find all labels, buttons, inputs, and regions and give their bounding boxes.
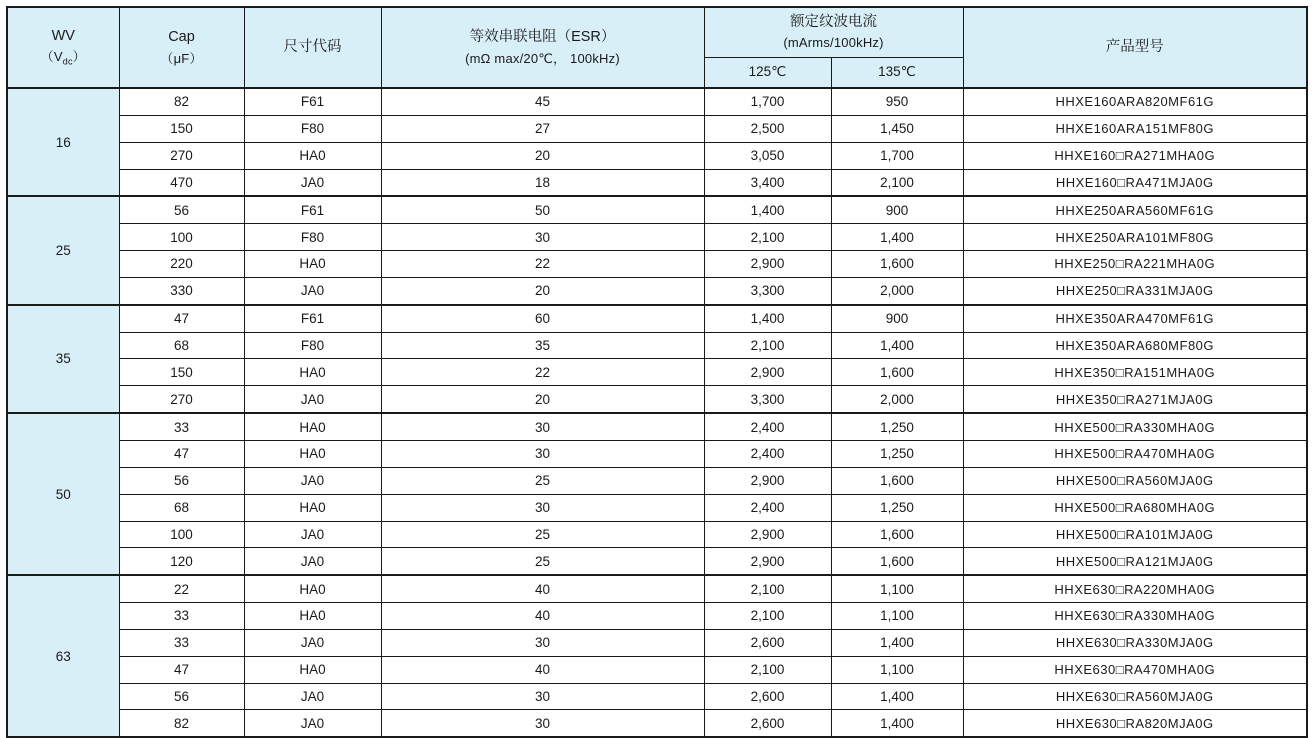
wv-group-cell: 35 bbox=[7, 305, 119, 413]
ripple-125-cell: 3,050 bbox=[704, 142, 831, 169]
table-row bbox=[7, 413, 1307, 440]
ripple-125-cell: 2,400 bbox=[704, 440, 831, 467]
ripple-135-cell: 1,400 bbox=[831, 710, 963, 737]
esr-cell: 30 bbox=[381, 440, 704, 467]
ripple-125-cell: 2,600 bbox=[704, 710, 831, 737]
size-code-cell: F61 bbox=[244, 88, 381, 115]
ripple-135-cell: 1,250 bbox=[831, 413, 963, 440]
ripple-125-cell: 2,900 bbox=[704, 548, 831, 575]
esr-cell: 30 bbox=[381, 413, 704, 440]
ripple-135-cell: 2,000 bbox=[831, 277, 963, 304]
ripple-135-cell: 1,400 bbox=[831, 629, 963, 656]
part-number-cell: HHXE500□RA470MHA0G bbox=[963, 440, 1307, 467]
table-row bbox=[7, 467, 1307, 494]
table-row bbox=[7, 169, 1307, 196]
ripple-125-cell: 2,100 bbox=[704, 656, 831, 683]
wv-group-cell: 16 bbox=[7, 88, 119, 196]
esr-label-line1: 等效串联电阻（ESR） bbox=[469, 28, 616, 45]
size-code-cell: HA0 bbox=[244, 359, 381, 386]
size-code-cell: HA0 bbox=[244, 603, 381, 630]
table-row bbox=[7, 196, 1307, 223]
wv-group-cell: 25 bbox=[7, 196, 119, 304]
size-code-cell: F80 bbox=[244, 224, 381, 251]
esr-cell: 22 bbox=[381, 359, 704, 386]
size-code-cell: HA0 bbox=[244, 142, 381, 169]
cap-cell: 47 bbox=[119, 440, 244, 467]
cap-cell: 470 bbox=[119, 169, 244, 196]
part-number-cell: HHXE350□RA151MHA0G bbox=[963, 359, 1307, 386]
esr-cell: 60 bbox=[381, 305, 704, 332]
ripple-125-cell: 2,900 bbox=[704, 521, 831, 548]
cap-cell: 100 bbox=[119, 521, 244, 548]
ripple-125-cell: 2,100 bbox=[704, 332, 831, 359]
size-code-cell: JA0 bbox=[244, 386, 381, 413]
col-header-125c: 125℃ bbox=[704, 57, 831, 88]
esr-cell: 25 bbox=[381, 548, 704, 575]
cap-cell: 220 bbox=[119, 251, 244, 278]
part-number-cell: HHXE500□RA680MHA0G bbox=[963, 494, 1307, 521]
cap-cell: 120 bbox=[119, 548, 244, 575]
ripple-125-cell: 2,900 bbox=[704, 251, 831, 278]
part-number-cell: HHXE630□RA330MHA0G bbox=[963, 603, 1307, 630]
part-number-cell: HHXE250ARA101MF80G bbox=[963, 224, 1307, 251]
size-code-cell: HA0 bbox=[244, 440, 381, 467]
part-number-cell: HHXE350□RA271MJA0G bbox=[963, 386, 1307, 413]
cap-cell: 56 bbox=[119, 467, 244, 494]
cap-cell: 47 bbox=[119, 305, 244, 332]
part-number-label: 产品型号 bbox=[1105, 38, 1164, 55]
esr-cell: 20 bbox=[381, 277, 704, 304]
ripple-135-cell: 2,100 bbox=[831, 169, 963, 196]
table-row bbox=[7, 142, 1307, 169]
table-row bbox=[7, 277, 1307, 304]
esr-cell: 50 bbox=[381, 196, 704, 223]
cap-cell: 330 bbox=[119, 277, 244, 304]
size-code-cell: HA0 bbox=[244, 494, 381, 521]
part-number-cell: HHXE630□RA820MJA0G bbox=[963, 710, 1307, 737]
size-code-cell: JA0 bbox=[244, 521, 381, 548]
ripple-135-cell: 1,400 bbox=[831, 332, 963, 359]
cap-cell: 68 bbox=[119, 332, 244, 359]
size-code-cell: HA0 bbox=[244, 656, 381, 683]
esr-cell: 40 bbox=[381, 603, 704, 630]
ripple-135-cell: 1,450 bbox=[831, 115, 963, 142]
part-number-cell: HHXE160□RA471MJA0G bbox=[963, 169, 1307, 196]
ripple-135-cell: 1,600 bbox=[831, 359, 963, 386]
col-header-135c: 135℃ bbox=[831, 57, 963, 88]
table-row bbox=[7, 656, 1307, 683]
ripple-135-cell: 2,000 bbox=[831, 386, 963, 413]
esr-cell: 25 bbox=[381, 521, 704, 548]
size-code-cell: JA0 bbox=[244, 710, 381, 737]
cap-cell: 47 bbox=[119, 656, 244, 683]
cap-label-line1: Cap bbox=[168, 28, 195, 45]
size-code-cell: F80 bbox=[244, 332, 381, 359]
ripple-135-cell: 1,100 bbox=[831, 575, 963, 602]
esr-cell: 18 bbox=[381, 169, 704, 196]
table-row bbox=[7, 359, 1307, 386]
size-code-cell: F61 bbox=[244, 196, 381, 223]
size-code-label: 尺寸代码 bbox=[283, 38, 342, 55]
size-code-cell: HA0 bbox=[244, 251, 381, 278]
cap-cell: 270 bbox=[119, 142, 244, 169]
ripple-135-cell: 1,250 bbox=[831, 440, 963, 467]
cap-cell: 82 bbox=[119, 710, 244, 737]
ripple-125-cell: 3,400 bbox=[704, 169, 831, 196]
esr-cell: 20 bbox=[381, 386, 704, 413]
esr-cell: 30 bbox=[381, 224, 704, 251]
esr-cell: 22 bbox=[381, 251, 704, 278]
ripple-125-cell: 2,100 bbox=[704, 575, 831, 602]
esr-cell: 40 bbox=[381, 656, 704, 683]
table-row bbox=[7, 629, 1307, 656]
header-row-main bbox=[7, 7, 1307, 57]
part-number-cell: HHXE160□RA271MHA0G bbox=[963, 142, 1307, 169]
cap-cell: 100 bbox=[119, 224, 244, 251]
ripple-135-cell: 1,600 bbox=[831, 251, 963, 278]
table-row bbox=[7, 251, 1307, 278]
table-row bbox=[7, 224, 1307, 251]
part-number-cell: HHXE350ARA470MF61G bbox=[963, 305, 1307, 332]
cap-cell: 68 bbox=[119, 494, 244, 521]
wv-group-cell: 50 bbox=[7, 413, 119, 575]
ripple-125-cell: 2,900 bbox=[704, 467, 831, 494]
ripple-135-cell: 1,100 bbox=[831, 656, 963, 683]
col-header-size-code bbox=[244, 7, 381, 88]
part-number-cell: HHXE160ARA151MF80G bbox=[963, 115, 1307, 142]
ripple-135-cell: 900 bbox=[831, 305, 963, 332]
size-code-cell: JA0 bbox=[244, 467, 381, 494]
ripple-135-cell: 950 bbox=[831, 88, 963, 115]
wv-label-line2: $(V_{dc})$ bbox=[40, 49, 86, 67]
part-number-cell: HHXE630□RA560MJA0G bbox=[963, 683, 1307, 710]
ripple-135-cell: 1,600 bbox=[831, 467, 963, 494]
ripple-135-cell: 1,250 bbox=[831, 494, 963, 521]
ripple-125-cell: 2,400 bbox=[704, 494, 831, 521]
cap-cell: 270 bbox=[119, 386, 244, 413]
table-row bbox=[7, 494, 1307, 521]
ripple-135-cell: 1,600 bbox=[831, 521, 963, 548]
size-code-cell: JA0 bbox=[244, 683, 381, 710]
ripple-label-line2: (mArms/100kHz) bbox=[783, 35, 884, 51]
size-code-cell: F80 bbox=[244, 115, 381, 142]
ripple-135-cell: 1,400 bbox=[831, 224, 963, 251]
table-row bbox=[7, 115, 1307, 142]
wv-label-line1: WV bbox=[51, 27, 75, 44]
esr-cell: 35 bbox=[381, 332, 704, 359]
cap-cell: 56 bbox=[119, 196, 244, 223]
cap-cell: 33 bbox=[119, 413, 244, 440]
part-number-cell: HHXE630□RA330MJA0G bbox=[963, 629, 1307, 656]
ripple-125-cell: 1,400 bbox=[704, 196, 831, 223]
col-header-ripple-current bbox=[704, 7, 963, 57]
cap-cell: 22 bbox=[119, 575, 244, 602]
col-header-wv bbox=[7, 7, 119, 88]
col-header-part-number bbox=[963, 7, 1307, 88]
part-number-cell: HHXE160ARA820MF61G bbox=[963, 88, 1307, 115]
table-row bbox=[7, 88, 1307, 115]
ripple-125-cell: 2,100 bbox=[704, 603, 831, 630]
part-number-cell: HHXE500□RA121MJA0G bbox=[963, 548, 1307, 575]
ripple-135-cell: 1,700 bbox=[831, 142, 963, 169]
ripple-135-cell: 1,100 bbox=[831, 603, 963, 630]
cap-cell: 33 bbox=[119, 629, 244, 656]
ripple-125-cell: 2,500 bbox=[704, 115, 831, 142]
wv-group-cell: 63 bbox=[7, 575, 119, 737]
size-code-cell: HA0 bbox=[244, 413, 381, 440]
table-row bbox=[7, 683, 1307, 710]
part-number-cell: HHXE250ARA560MF61G bbox=[963, 196, 1307, 223]
table-row bbox=[7, 521, 1307, 548]
part-number-cell: HHXE250□RA221MHA0G bbox=[963, 251, 1307, 278]
esr-cell: 45 bbox=[381, 88, 704, 115]
esr-cell: 30 bbox=[381, 710, 704, 737]
ripple-135-cell: 1,400 bbox=[831, 683, 963, 710]
col-header-cap bbox=[119, 7, 244, 88]
table-row bbox=[7, 710, 1307, 737]
ripple-135-cell: 1,600 bbox=[831, 548, 963, 575]
ripple-125-cell: 2,400 bbox=[704, 413, 831, 440]
part-number-cell: HHXE630□RA220MHA0G bbox=[963, 575, 1307, 602]
ripple-125-cell: 2,600 bbox=[704, 629, 831, 656]
table-header bbox=[7, 7, 1307, 88]
ripple-125-cell: 3,300 bbox=[704, 386, 831, 413]
ripple-125-cell: 1,400 bbox=[704, 305, 831, 332]
cap-cell: 33 bbox=[119, 603, 244, 630]
cap-cell: 56 bbox=[119, 683, 244, 710]
table-row bbox=[7, 575, 1307, 602]
col-header-esr bbox=[381, 7, 704, 88]
part-number-cell: HHXE250□RA331MJA0G bbox=[963, 277, 1307, 304]
esr-cell: 25 bbox=[381, 467, 704, 494]
size-code-cell: F61 bbox=[244, 305, 381, 332]
table-row bbox=[7, 548, 1307, 575]
esr-cell: 30 bbox=[381, 494, 704, 521]
size-code-cell: JA0 bbox=[244, 548, 381, 575]
ripple-125-cell: 1,700 bbox=[704, 88, 831, 115]
cap-cell: 150 bbox=[119, 359, 244, 386]
esr-cell: 20 bbox=[381, 142, 704, 169]
ripple-125-cell: 3,300 bbox=[704, 277, 831, 304]
table-row bbox=[7, 386, 1307, 413]
part-number-cell: HHXE500□RA330MHA0G bbox=[963, 413, 1307, 440]
cap-cell: 82 bbox=[119, 88, 244, 115]
part-number-cell: HHXE630□RA470MHA0G bbox=[963, 656, 1307, 683]
size-code-cell: JA0 bbox=[244, 169, 381, 196]
esr-label-line2: (mΩ max/20℃， 100kHz) bbox=[465, 50, 620, 66]
part-number-cell: HHXE500□RA560MJA0G bbox=[963, 467, 1307, 494]
ripple-125-cell: 2,100 bbox=[704, 224, 831, 251]
ripple-125-cell: 2,900 bbox=[704, 359, 831, 386]
cap-cell: 150 bbox=[119, 115, 244, 142]
esr-cell: 30 bbox=[381, 629, 704, 656]
table-row bbox=[7, 603, 1307, 630]
ripple-label-line1: 额定纹波电流 bbox=[790, 13, 877, 30]
cap-label-line2: （μF） bbox=[160, 50, 203, 66]
esr-cell: 40 bbox=[381, 575, 704, 602]
part-number-cell: HHXE500□RA101MJA0G bbox=[963, 521, 1307, 548]
part-number-cell: HHXE350ARA680MF80G bbox=[963, 332, 1307, 359]
size-code-cell: HA0 bbox=[244, 575, 381, 602]
esr-cell: 27 bbox=[381, 115, 704, 142]
capacitor-spec-table bbox=[6, 6, 1308, 738]
table-body bbox=[7, 88, 1307, 737]
esr-cell: 30 bbox=[381, 683, 704, 710]
ripple-125-cell: 2,600 bbox=[704, 683, 831, 710]
table-row bbox=[7, 305, 1307, 332]
size-code-cell: JA0 bbox=[244, 277, 381, 304]
table-row bbox=[7, 440, 1307, 467]
ripple-135-cell: 900 bbox=[831, 196, 963, 223]
table-row bbox=[7, 332, 1307, 359]
size-code-cell: JA0 bbox=[244, 629, 381, 656]
